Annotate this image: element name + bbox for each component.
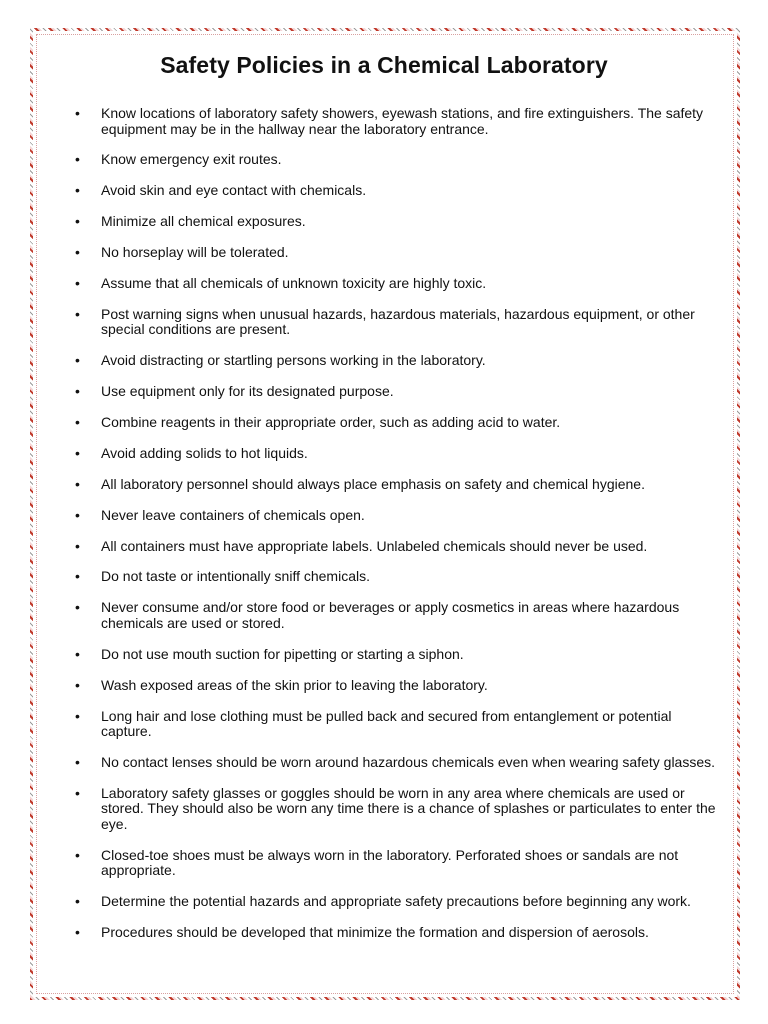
bullet-icon: • [75, 537, 80, 554]
bullet-icon: • [75, 151, 80, 168]
bullet-icon: • [75, 893, 80, 910]
page-title: Safety Policies in a Chemical Laboratory [160, 52, 608, 78]
policy-list [73, 106, 718, 956]
bullet-icon: • [75, 599, 80, 616]
list-item [73, 477, 718, 493]
list-item [73, 183, 718, 199]
policy-text: Long hair and lose clothing must be pulled back and secured from entanglement or potential capture. [101, 707, 672, 740]
policy-text: Combine reagents in their appropriate order, such as adding acid to water. [101, 414, 561, 431]
policy-text: Closed-toe shoes must be always worn in the laboratory. Perforated shoes or sandals are not appropriate. [101, 846, 679, 879]
bullet-icon: • [75, 676, 80, 693]
list-item [73, 755, 718, 771]
list-item [73, 709, 718, 740]
list-item [73, 245, 718, 261]
bullet-icon: • [75, 383, 80, 400]
bullet-icon: • [75, 784, 80, 801]
list-item [73, 647, 718, 663]
list-item [73, 214, 718, 230]
policy-text: Avoid distracting or startling persons working in the laboratory. [101, 352, 486, 369]
list-item [73, 600, 718, 631]
bullet-icon: • [75, 274, 80, 291]
policy-text: Avoid skin and eye contact with chemicals. [101, 182, 367, 199]
policy-text: No horseplay will be tolerated. [101, 244, 289, 261]
policy-text: Post warning signs when unusual hazards, hazardous materials, hazardous equipment, or other special conditions are present. [101, 305, 695, 338]
list-item [73, 786, 718, 833]
list-item [73, 539, 718, 555]
policy-text: Use equipment only for its designated purpose. [101, 383, 394, 400]
bullet-icon: • [75, 846, 80, 863]
bullet-icon: • [75, 352, 80, 369]
bullet-icon: • [75, 244, 80, 261]
list-item [73, 925, 718, 941]
list-item [73, 678, 718, 694]
policy-text: Wash exposed areas of the skin prior to leaving the laboratory. [101, 676, 488, 693]
list-item [73, 446, 718, 462]
policy-text: All containers must have appropriate labels. Unlabeled chemicals should never be used. [101, 537, 648, 554]
policy-text: Avoid adding solids to hot liquids. [101, 444, 308, 461]
bullet-icon: • [75, 645, 80, 662]
list-item [73, 894, 718, 910]
list-item [73, 508, 718, 524]
policy-text: Assume that all chemicals of unknown toxicity are highly toxic. [101, 274, 487, 291]
bullet-icon: • [75, 707, 80, 724]
bullet-icon: • [75, 182, 80, 199]
bullet-icon: • [75, 414, 80, 431]
policy-text: Do not use mouth suction for pipetting or starting a siphon. [101, 645, 464, 662]
policy-text: Do not taste or intentionally sniff chemicals. [101, 568, 370, 585]
list-item [73, 307, 718, 338]
bullet-icon: • [75, 753, 80, 770]
policy-text: Know locations of laboratory safety showers, eyewash stations, and fire extinguishers. The safety equipment may be in the hallway near the laboratory entrance. [101, 105, 704, 137]
list-item [73, 415, 718, 431]
policy-text: Never leave containers of chemicals open. [101, 506, 365, 523]
policy-text: Know emergency exit routes. [101, 151, 282, 168]
policy-text: Never consume and/or store food or beverages or apply cosmetics in areas where hazardous chemicals are used or stored. [101, 599, 680, 631]
policy-text: Determine the potential hazards and appropriate safety precautions before beginning any work. [101, 893, 691, 910]
bullet-icon: • [75, 444, 80, 461]
list-item [73, 106, 718, 137]
policy-text: Procedures should be developed that minimize the formation and dispersion of aerosols. [101, 923, 649, 940]
bullet-icon: • [75, 506, 80, 523]
policy-text: All laboratory personnel should always place emphasis on safety and chemical hygiene. [101, 475, 645, 492]
list-item [73, 152, 718, 168]
list-item [73, 353, 718, 369]
list-item [73, 276, 718, 292]
bullet-icon: • [75, 475, 80, 492]
policy-text: Laboratory safety glasses or goggles should be worn in any area where chemicals are used or stored. They should also be worn any time there is a chance of splashes or particulates to enter the eye. [101, 784, 716, 832]
policy-text: No contact lenses should be worn around hazardous chemicals even when wearing safety glasses. [101, 753, 716, 770]
bullet-icon: • [75, 305, 80, 322]
policy-text: Minimize all chemical exposures. [101, 213, 306, 230]
list-item [73, 384, 718, 400]
bullet-icon: • [75, 213, 80, 230]
list-item [73, 848, 718, 879]
bullet-icon: • [75, 923, 80, 940]
list-item [73, 569, 718, 585]
bullet-icon: • [75, 568, 80, 585]
bullet-icon: • [75, 105, 80, 121]
